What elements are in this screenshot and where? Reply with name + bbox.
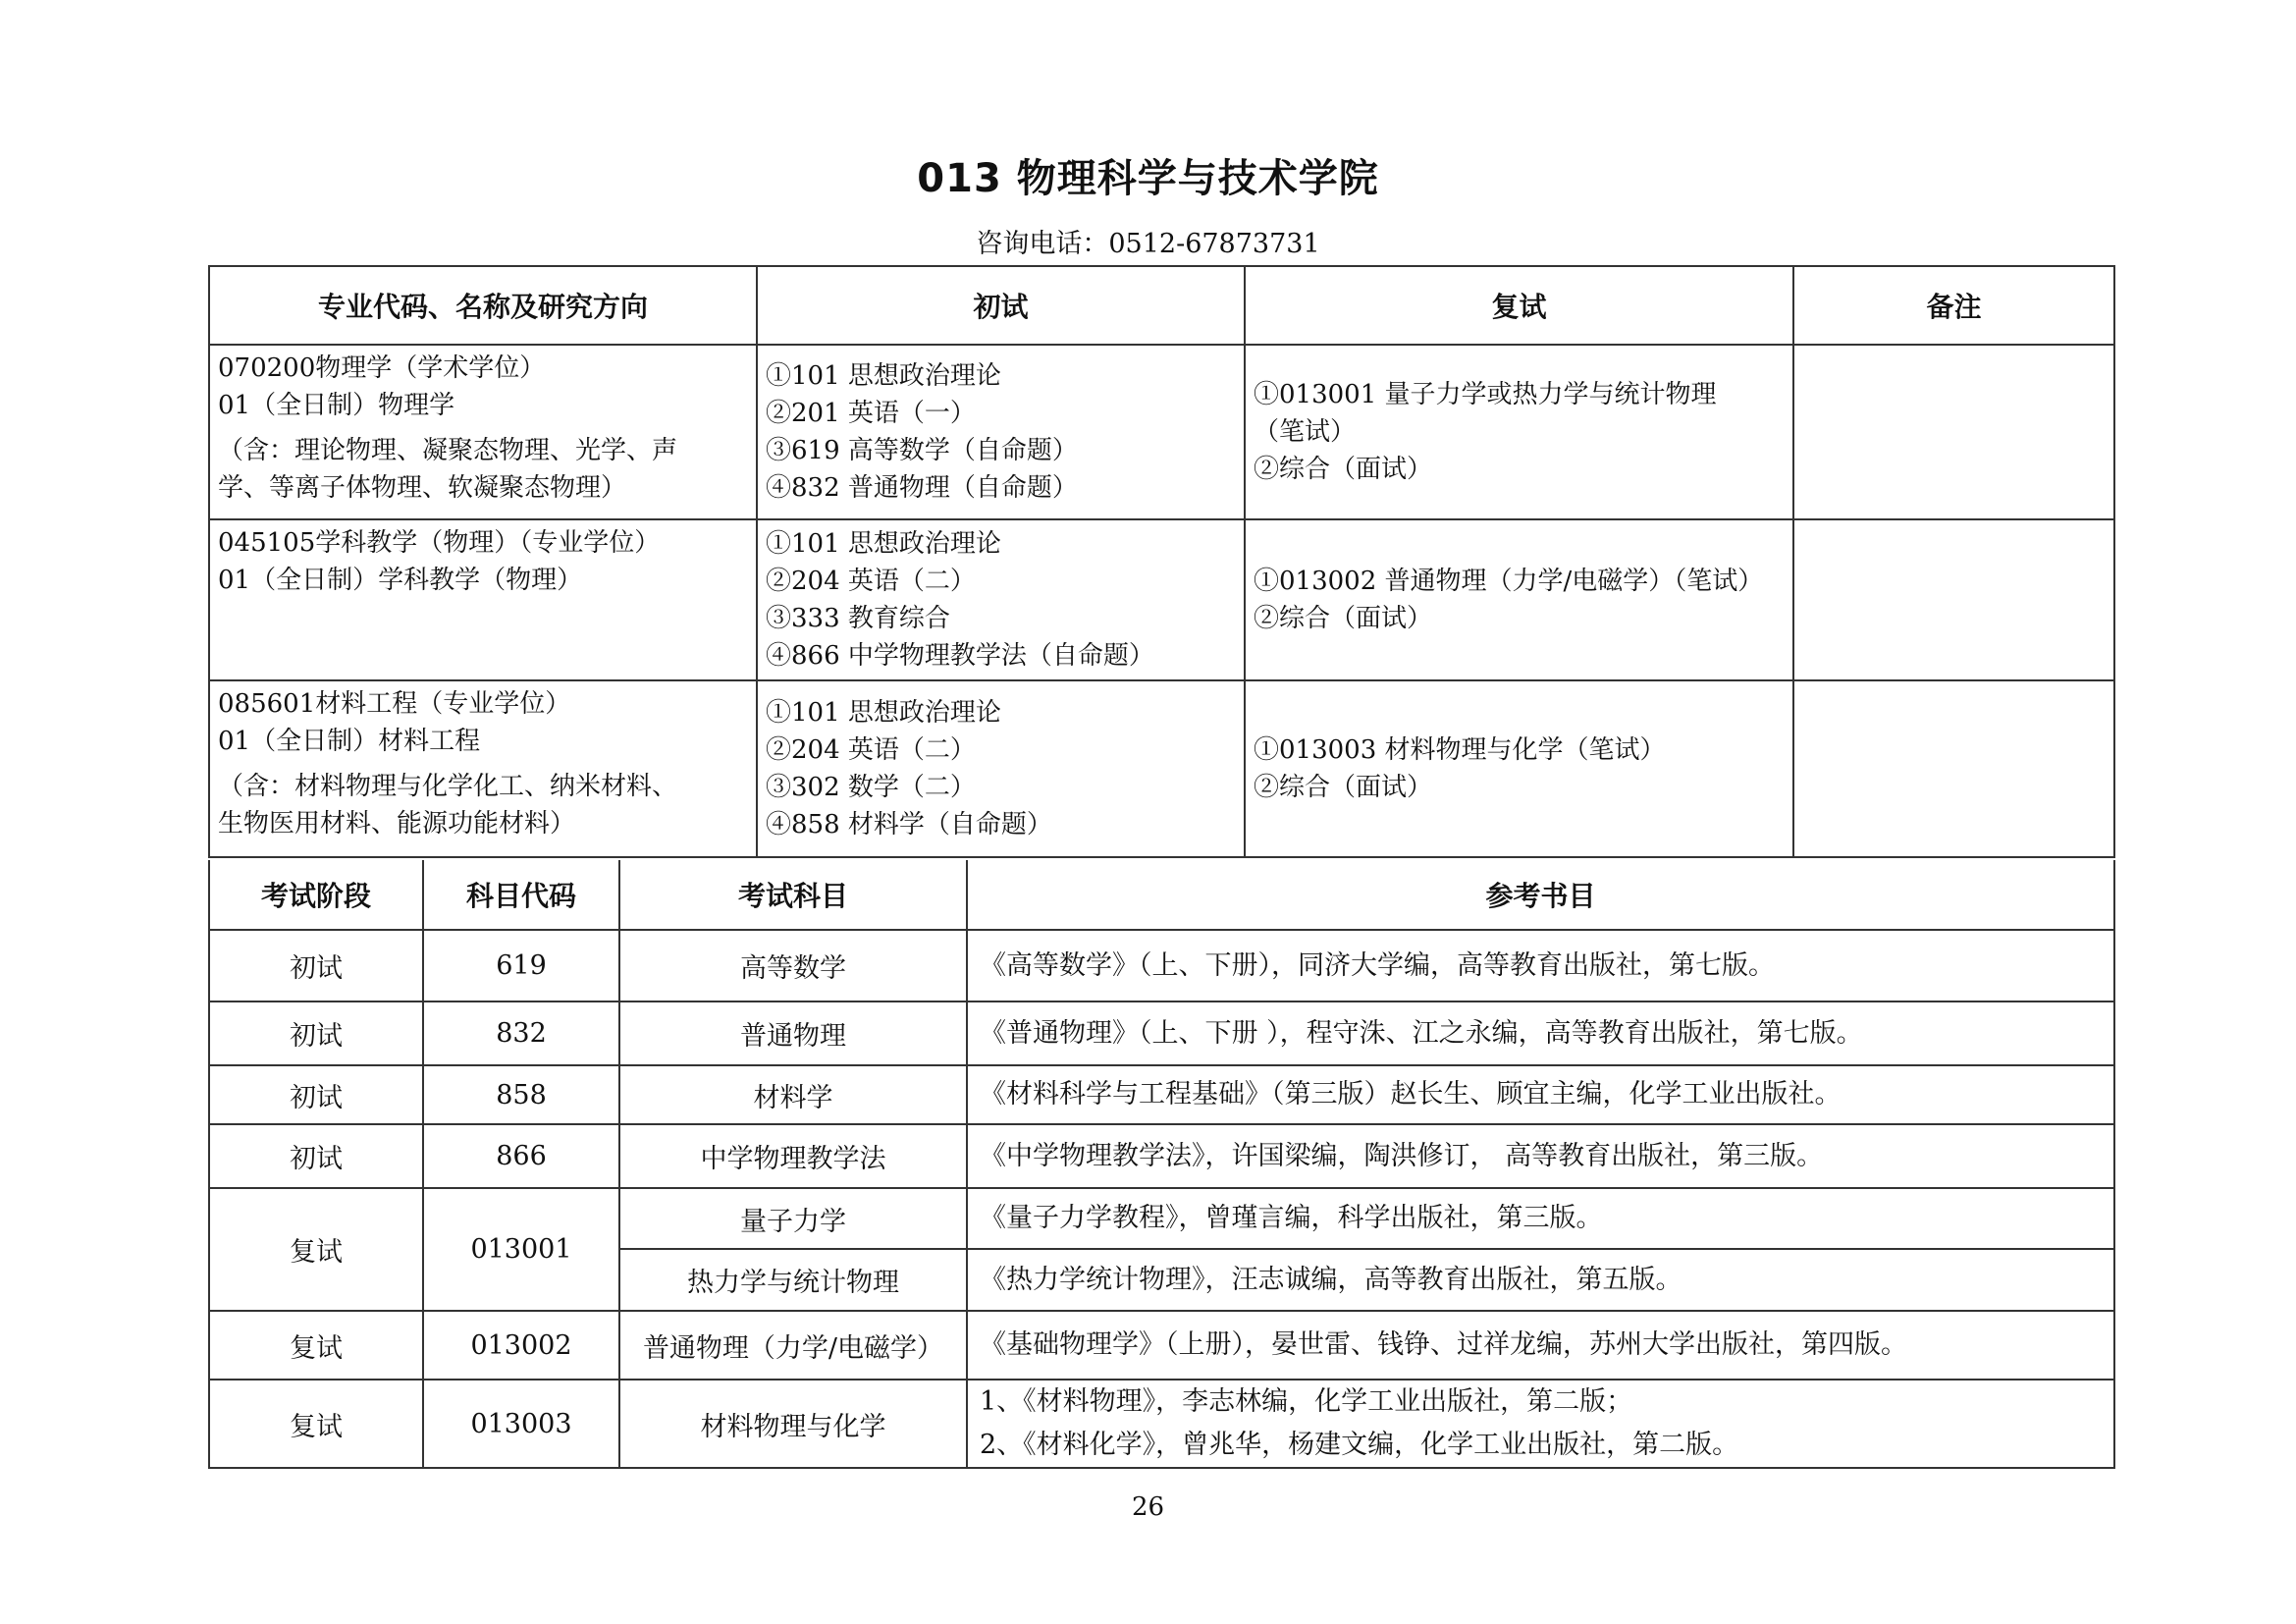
header-subject: 考试科目 [619, 860, 967, 930]
major-note-line: （含：理论物理、凝聚态物理、光学、声 [218, 436, 678, 465]
reference-table-header-row [209, 860, 2114, 930]
subject-cell: 热力学与统计物理 [619, 1249, 967, 1311]
major-cell [209, 680, 757, 857]
prelim-cell [757, 680, 1245, 857]
reference-row [209, 1001, 2114, 1065]
retest-subject: （笔试） [1254, 417, 1357, 447]
book-line: 《普通物理》（上、下册 ），程守洙、江之永编，高等教育出版社，第七版。 [980, 1017, 1863, 1049]
subject-cell: 量子力学 [619, 1188, 967, 1249]
subject-cell: 高等数学 [619, 930, 967, 1001]
stage-cell: 复试 [209, 1380, 423, 1468]
prelim-subject: ③619 高等数学（自命题） [766, 436, 1078, 465]
major-name: 材料工程（专业学位） [315, 689, 571, 719]
prelim-subject: ②201 英语（一） [766, 399, 976, 428]
retest-subject: ②综合（面试） [1254, 455, 1433, 484]
books-cell [967, 930, 2114, 1001]
prelim-subject: ④858 材料学（自命题） [766, 810, 1052, 839]
major-row [209, 519, 2114, 680]
stage-cell: 初试 [209, 1065, 423, 1124]
retest-subject: ①013001 量子力学或热力学与统计物理 [1254, 380, 1717, 409]
remark-cell [1793, 680, 2114, 857]
code-cell: 866 [423, 1124, 619, 1188]
retest-subject: ②综合（面试） [1254, 773, 1433, 802]
major-name: 物理学（学术学位） [315, 353, 546, 383]
major-note-line: （含：材料物理与化学化工、纳米材料、 [218, 772, 678, 801]
major-row [209, 680, 2114, 857]
prelim-subject: ①101 思想政治理论 [766, 529, 1001, 559]
subject-cell: 材料学 [619, 1065, 967, 1124]
major-note [218, 768, 748, 842]
subject-cell: 普通物理（力学/电磁学） [619, 1311, 967, 1380]
prelim-subject: ③302 数学（二） [766, 773, 976, 802]
reference-row [209, 930, 2114, 1001]
books-cell [967, 1001, 2114, 1065]
stage-cell: 初试 [209, 930, 423, 1001]
retest-subject: ②综合（面试） [1254, 604, 1433, 633]
books-cell [967, 1380, 2114, 1468]
code-cell: 619 [423, 930, 619, 1001]
stage-cell: 初试 [209, 1124, 423, 1188]
stage-cell: 初试 [209, 1001, 423, 1065]
books-cell [967, 1124, 2114, 1188]
reference-row [209, 1188, 2114, 1249]
code-cell: 858 [423, 1065, 619, 1124]
remark-cell [1793, 519, 2114, 680]
major-cell [209, 345, 757, 519]
prelim-cell [757, 345, 1245, 519]
header-major: 专业代码、名称及研究方向 [209, 266, 757, 345]
major-row [209, 345, 2114, 519]
stage-cell: 复试 [209, 1311, 423, 1380]
prelim-subject: ①101 思想政治理论 [766, 698, 1001, 728]
major-title-line [218, 685, 748, 723]
book-line: 《量子力学教程》，曾瑾言编，科学出版社，第三版。 [980, 1203, 1603, 1233]
major-note-line: 学、等离子体物理、软凝聚态物理） [218, 473, 627, 503]
subject-cell: 普通物理 [619, 1001, 967, 1065]
major-cell [209, 519, 757, 680]
book-line: 2、《材料化学》，曾兆华，杨建文编，化学工业出版社，第二版。 [980, 1430, 1739, 1460]
book-line: 《基础物理学》（上册），晏世雷、钱铮、过祥龙编，苏州大学出版社，第四版。 [980, 1329, 1907, 1360]
book-line: 《中学物理教学法》，许国梁编，陶洪修订， 高等教育出版社，第三版。 [980, 1140, 1824, 1171]
code-cell: 013002 [423, 1311, 619, 1380]
book-line: 《高等数学》（上、下册），同济大学编，高等教育出版社，第七版。 [980, 949, 1775, 981]
header-remark: 备注 [1793, 266, 2114, 345]
page-title: 013 物理科学与技术学院 [917, 156, 1379, 201]
reference-table [208, 860, 2115, 1469]
major-table-header-row [209, 266, 2114, 345]
major-code: 085601 [218, 689, 316, 719]
prelim-subject: ④832 普通物理（自命题） [766, 473, 1078, 503]
major-title-line [218, 350, 748, 387]
retest-cell [1245, 345, 1793, 519]
book-line: 《材料科学与工程基础》（第三版）赵长生、顾宜主编，化学工业出版社。 [980, 1079, 1842, 1110]
retest-cell [1245, 519, 1793, 680]
major-code: 045105 [218, 528, 316, 558]
major-code: 070200 [218, 353, 316, 383]
contact-phone: 咨询电话：0512-67873731 [976, 229, 1320, 259]
header-retest: 复试 [1245, 266, 1793, 345]
prelim-subject: ④866 中学物理教学法（自命题） [766, 641, 1154, 671]
books-cell [967, 1065, 2114, 1124]
reference-row [209, 1065, 2114, 1124]
code-cell: 013003 [423, 1380, 619, 1468]
book-line: 1、《材料物理》，李志林编，化学工业出版社，第二版； [980, 1386, 1633, 1417]
header-books: 参考书目 [967, 860, 2114, 930]
header-code: 科目代码 [423, 860, 619, 930]
books-cell [967, 1311, 2114, 1380]
books-cell [967, 1249, 2114, 1311]
major-direction: 01（全日制）物理学 [218, 391, 455, 420]
book-line: 《热力学统计物理》，汪志诚编，高等教育出版社，第五版。 [980, 1264, 1682, 1295]
subject-cell: 材料物理与化学 [619, 1380, 967, 1468]
subject-cell: 中学物理教学法 [619, 1124, 967, 1188]
major-title-line [218, 524, 748, 562]
code-cell: 832 [423, 1001, 619, 1065]
prelim-cell [757, 519, 1245, 680]
major-note-line: 生物医用材料、能源功能材料） [218, 809, 576, 839]
retest-subject: ①013003 材料物理与化学（笔试） [1254, 735, 1666, 765]
prelim-subject: ②204 英语（二） [766, 735, 976, 765]
remark-cell [1793, 345, 2114, 519]
major-name: 学科教学（物理）（专业学位） [315, 528, 661, 558]
retest-subject: ①013002 普通物理（力学/电磁学）（笔试） [1254, 567, 1764, 596]
header-prelim: 初试 [757, 266, 1245, 345]
code-cell: 013001 [423, 1188, 619, 1311]
prelim-subject: ③333 教育综合 [766, 604, 950, 633]
stage-cell: 复试 [209, 1188, 423, 1311]
prelim-subject: ①101 思想政治理论 [766, 361, 1001, 391]
major-direction: 01（全日制）学科教学（物理） [218, 566, 583, 595]
major-direction: 01（全日制）材料工程 [218, 727, 481, 756]
retest-cell [1245, 680, 1793, 857]
reference-row [209, 1124, 2114, 1188]
header-stage: 考试阶段 [209, 860, 423, 930]
major-note [218, 432, 748, 507]
major-table [208, 265, 2115, 858]
prelim-subject: ②204 英语（二） [766, 567, 976, 596]
reference-row [209, 1311, 2114, 1380]
books-cell [967, 1188, 2114, 1249]
page-number: 26 [1131, 1492, 1165, 1522]
reference-row [209, 1380, 2114, 1468]
